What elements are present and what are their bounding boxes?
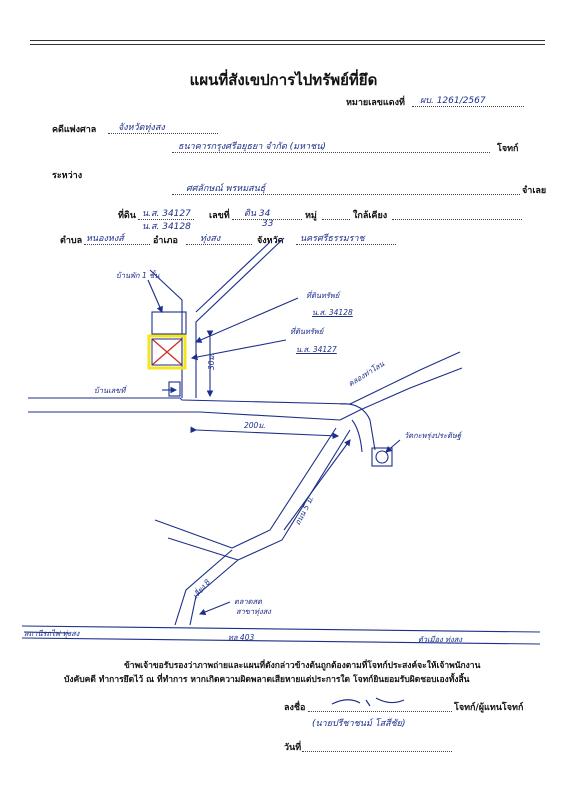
house-number-sign xyxy=(169,382,180,396)
signer-name: (นายปรีชาชนม์ โสสีชัย) xyxy=(312,719,406,729)
land-value-2: น.ส. 34128 xyxy=(142,222,191,232)
province-value: นครศรีธรรมราช xyxy=(300,234,365,244)
city-label: ตัวเมือง ทุ่งสง xyxy=(418,635,462,644)
tambon-value: หนองหงส์ xyxy=(86,234,124,244)
property-label-1: ที่ดินทรัพย์ xyxy=(306,291,340,300)
date-line xyxy=(302,751,452,752)
arrow-house xyxy=(148,280,162,312)
land-label: ที่ดิน xyxy=(118,211,136,221)
amphoe-label: อำเภอ xyxy=(153,236,178,246)
distance-30m-label: 30ม. xyxy=(207,353,216,370)
sign-label: ลงชื่อ xyxy=(284,703,306,713)
plaintiff-label: โจทก์ xyxy=(497,144,519,154)
canal-label: คลองท่าโลน xyxy=(346,359,386,389)
highway-label: ทล 403 xyxy=(228,633,255,642)
temple-label: วัดกะพรุ่งประดิษฐ์ xyxy=(404,431,462,440)
dimension-200m xyxy=(196,430,338,436)
amphoe-value: ทุ่งสง xyxy=(200,234,221,244)
defendant-label: จำเลย xyxy=(522,186,547,196)
page-title: แผนที่สังเขปการไปทรัพย์ที่ยึด xyxy=(189,71,378,89)
soi-right-edge xyxy=(196,238,284,398)
road-label-diagonal: ถนน 5 ม. xyxy=(292,494,316,527)
main-road-bottom-edge xyxy=(28,412,340,420)
land-value-1: น.ส. 34127 xyxy=(142,209,191,219)
lower-road-lower xyxy=(168,538,238,560)
property-deed-2: น.ส. 34127 xyxy=(296,345,337,354)
plaintiff-value: ธนาคารกรุงศรีอยุธยา จำกัด (มหาชน) xyxy=(178,142,326,152)
road-label-lower: เลี่ยง 8 xyxy=(190,577,213,601)
between-label: ระหว่าง xyxy=(52,171,83,181)
property-deed-1: น.ส. 34128 xyxy=(312,308,353,317)
highway-top xyxy=(22,626,540,632)
tambon-label: ตำบล xyxy=(60,236,83,246)
arrow-market xyxy=(200,602,230,614)
arrow-deed-34128 xyxy=(196,298,298,342)
diag-road-right xyxy=(238,430,350,560)
near-label: ใกล้เคียง xyxy=(353,211,388,221)
house-plot xyxy=(152,312,186,334)
property-label-2: ที่ดินทรัพย์ xyxy=(290,327,324,336)
market-label-1: ตลาดสด xyxy=(234,597,262,606)
arrow-temple xyxy=(386,440,400,452)
moo-label: หมู่ xyxy=(305,211,317,221)
distance-200m-label: 200ม. xyxy=(244,421,266,430)
main-road-top-edge xyxy=(28,398,350,404)
case-number-label: หมายเลขแดงที่ xyxy=(346,98,405,108)
soi-upper-edge xyxy=(196,242,270,312)
number-value-2: 33 xyxy=(262,219,274,229)
house-number-label: บ้านเลขที่ xyxy=(94,386,126,395)
house-label: บ้านพัก 1 ชั้น xyxy=(116,271,160,280)
sign-line xyxy=(308,711,452,712)
highway-bottom xyxy=(22,638,540,644)
signature-mark xyxy=(330,692,410,710)
declaration-line-2: บังคับคดี ทำการยึดไว้ ณ ที่ทำการ หากเกิดความผิดพลาดเสียหายแต่ประการใด โจทก์ยินยอมรับผิดชอบเองทั้งสิ้น xyxy=(64,675,470,685)
court-value: จังหวัดทุ่งสง xyxy=(118,123,165,133)
road-curve-b xyxy=(352,420,362,452)
province-label: จังหวัด xyxy=(257,236,284,246)
declaration-line-1: ข้าพเจ้าขอรับรองว่าภาพถ่ายและแผนที่ดังกล่าวข้างต้นถูกต้องตามที่โจทก์ประสงค์จะให้เจ้าพนักงาน xyxy=(124,661,481,671)
station-label: สถานีรถไฟ ทุ่งสง xyxy=(24,629,80,638)
market-label-2: สาขาทุ่งสง xyxy=(236,607,271,616)
sign-role: โจทก์/ผู้แทนโจทก์ xyxy=(454,703,524,713)
number-label: เลขที่ xyxy=(209,211,230,221)
date-label: วันที่ xyxy=(284,743,302,753)
court-label: คดีแพ่งศาล xyxy=(52,125,97,135)
case-number-value: ผบ. 1261/2567 xyxy=(420,96,486,106)
temple-wheel xyxy=(376,451,388,463)
number-value-1: ดิน 34 xyxy=(244,209,271,219)
lower-road-upper xyxy=(155,520,232,548)
defendant-value: ศศลักษณ์ พรหมสนธุ์ xyxy=(186,184,266,194)
